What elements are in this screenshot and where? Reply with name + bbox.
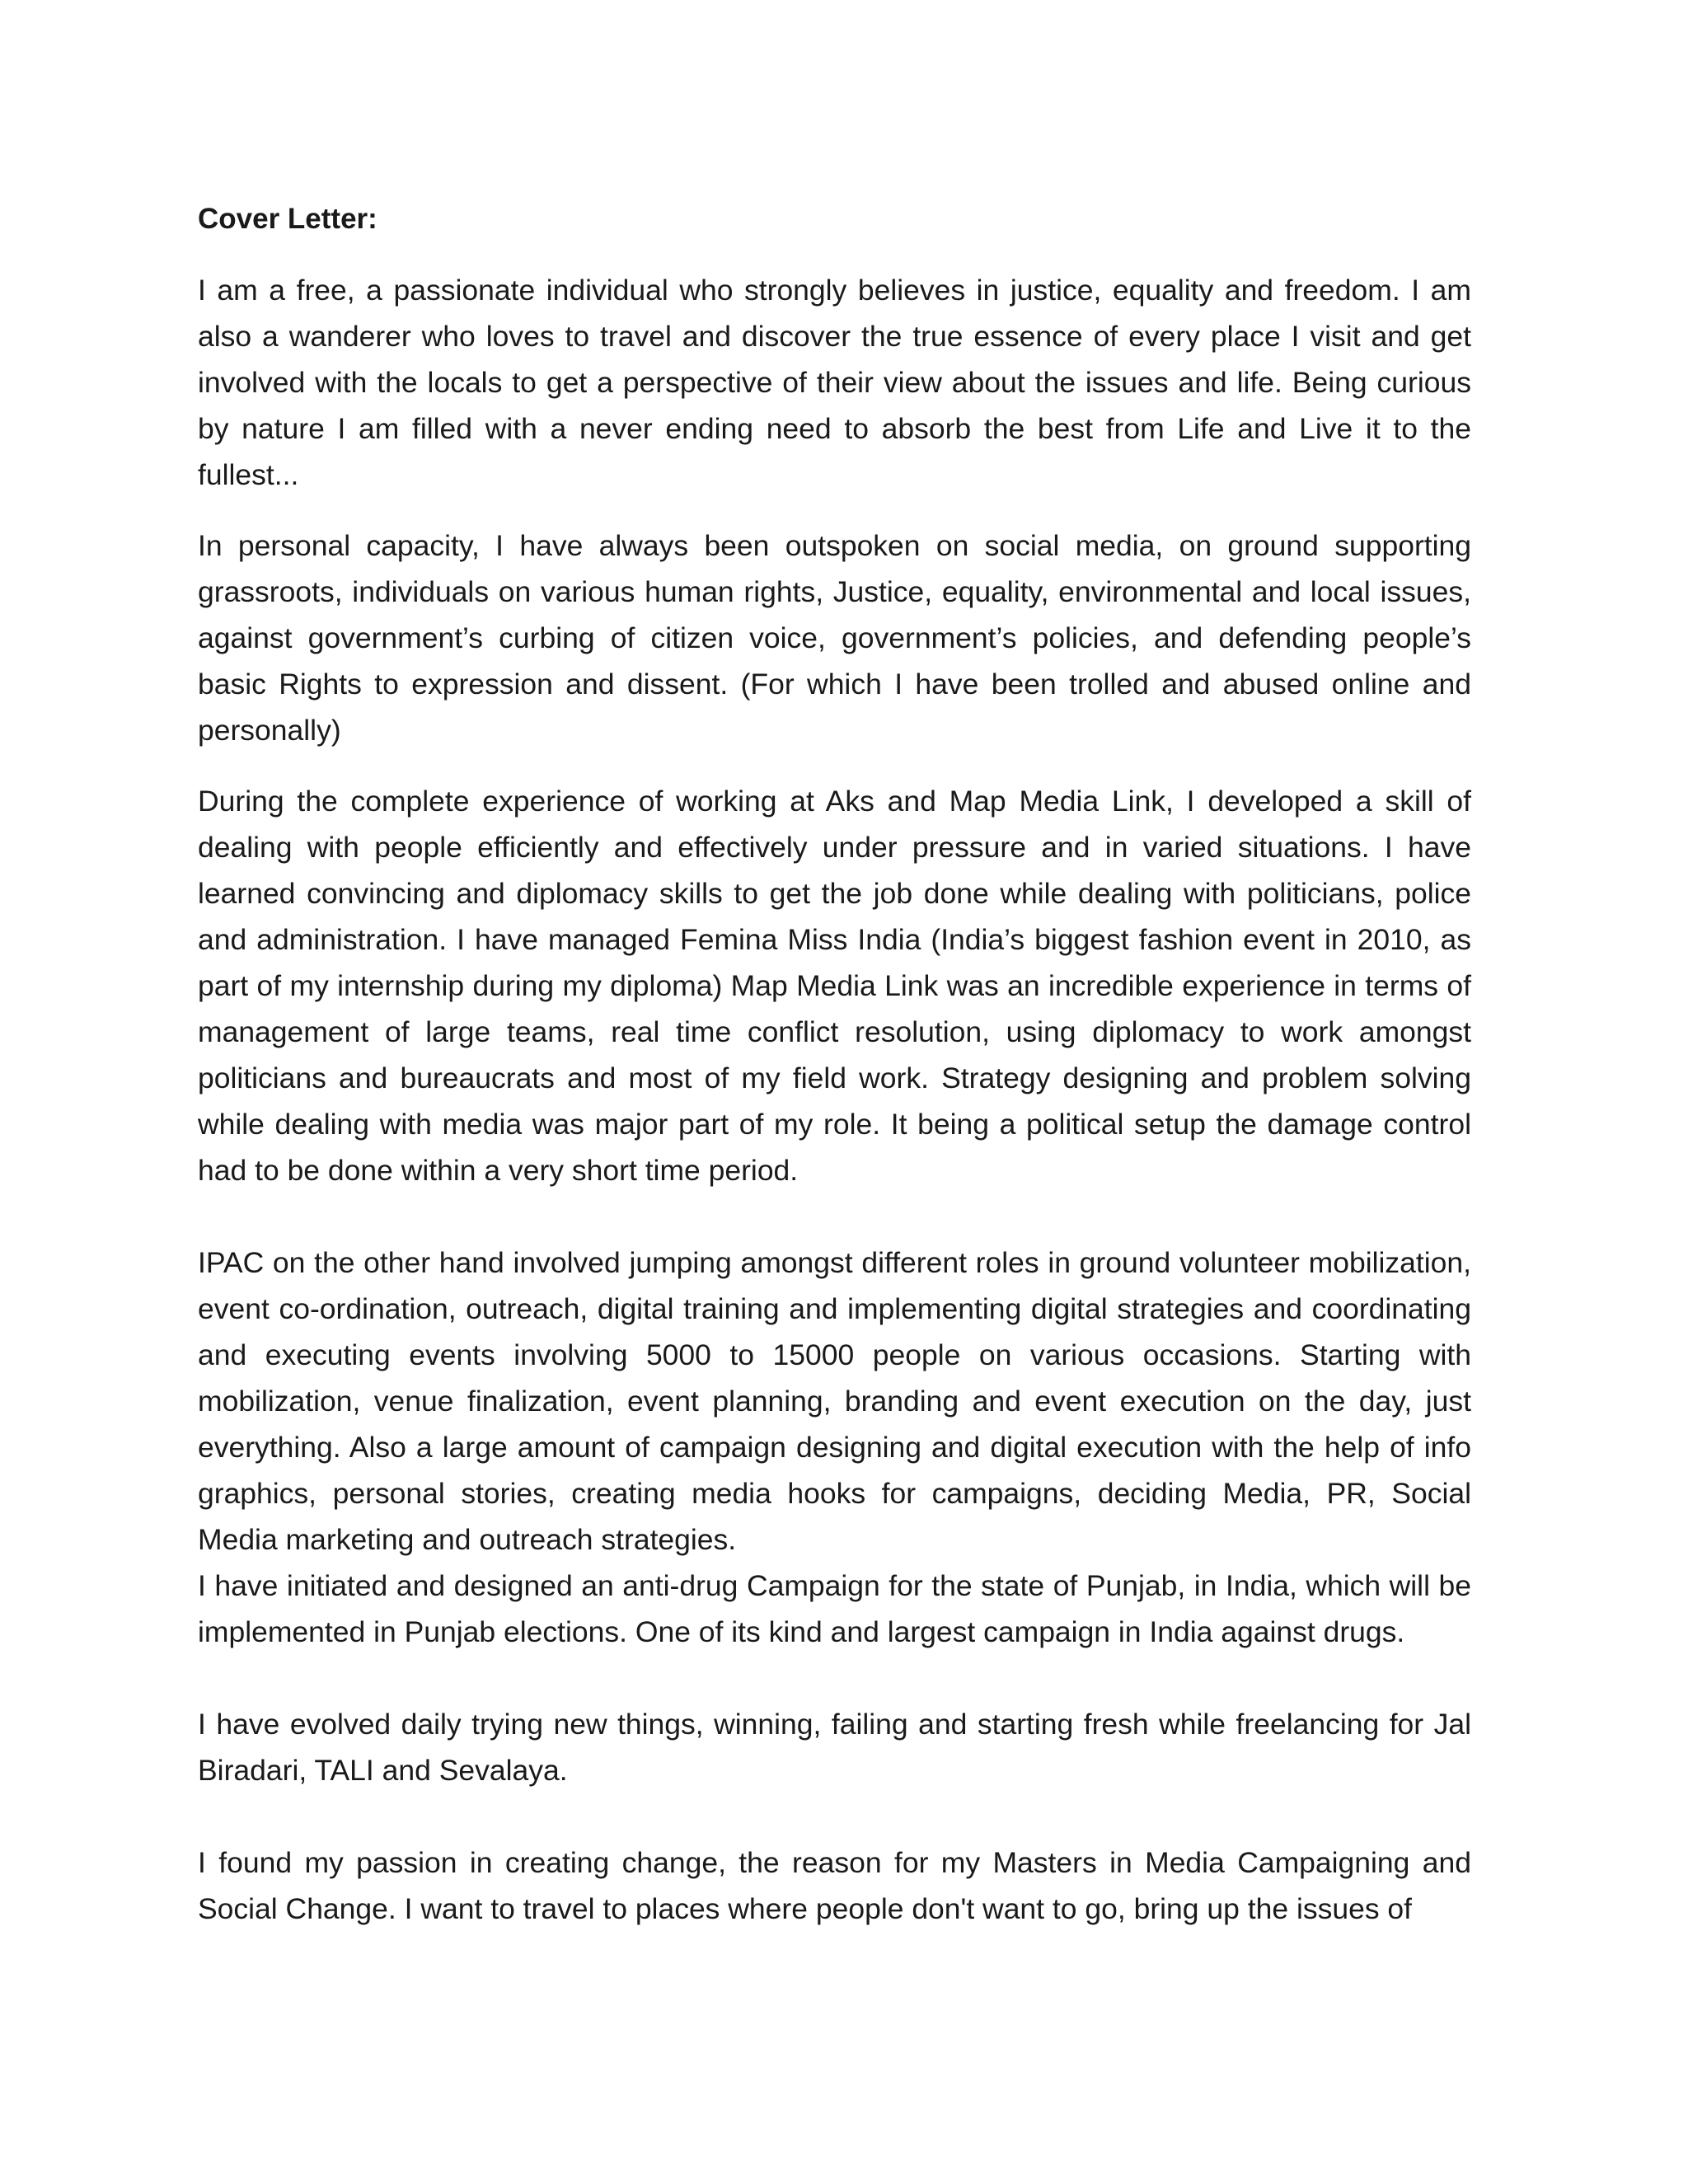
paragraph-aks-map-media-link: During the complete experience of working at Aks and Map Media Link, I developed a skill of dealing with people efficiently and effectively under pressure and in varied situations. I have learned convincing and diplomacy skills to get the job done while dealing with politicians, police and administration. I have managed Femina Miss India (India’s biggest fashion event in 2010, as part of my internship during my diploma) Map Media Link was an incredible experience in terms of management of large teams, real time conflict resolution, using diplomacy to work amongst politicians and bureaucrats and most of my field work. Strategy designing and problem solving while dealing with media was major part of my role. It being a political setup the damage control had to be done within a very short time period. <box>198 785 1471 1187</box>
paragraph-ipac: IPAC on the other hand involved jumping amongst different roles in ground volunteer mobilization, event co-ordination, outreach, digital training and implementing digital strategies and coordinating and executing events involving 5000 to 15000 people on various occasions. Starting with mobilization, venue finalization, event planning, branding and event execution on the day, just everything. Also a large amount of campaign designing and digital execution with the help of info graphics, personal stories, creating media hooks for campaigns, deciding Media, PR, Social Media marketing and outreach strategies. <box>198 1246 1471 1556</box>
paragraph-anti-drug-campaign: I have initiated and designed an anti-drug Campaign for the state of Punjab, in India, which will be implemented in Punjab elections. One of its kind and largest campaign in India against drugs. <box>198 1569 1471 1648</box>
cover-letter-page <box>198 196 1471 1932</box>
paragraph-freelancing: I have evolved daily trying new things, winning, failing and starting fresh while freelancing for Jal Biradari, TALI and Sevalaya. <box>198 1708 1471 1787</box>
document-title: Cover Letter: <box>198 203 377 235</box>
paragraph-personal-capacity: In personal capacity, I have always been outspoken on social media, on ground supporting grassroots, individuals on various human rights, Justice, equality, environmental and local issues, against government’s curbing of citizen voice, government’s policies, and defending people’s basic Rights to expression and dissent. (For which I have been trolled and abused online and personally) <box>198 529 1471 747</box>
paragraph-passion: I found my passion in creating change, the reason for my Masters in Media Campaigning and Social Change. I want to travel to places where people don't want to go, bring up the issues of <box>198 1846 1471 1925</box>
paragraph-introduction: I am a free, a passionate individual who strongly believes in justice, equality and freedom. I am also a wanderer who loves to travel and discover the true essence of every place I visit and get involved with the locals to get a perspective of their view about the issues and life. Being curious by nature I am filled with a never ending need to absorb the best from Life and Live it to the fullest... <box>198 274 1471 491</box>
